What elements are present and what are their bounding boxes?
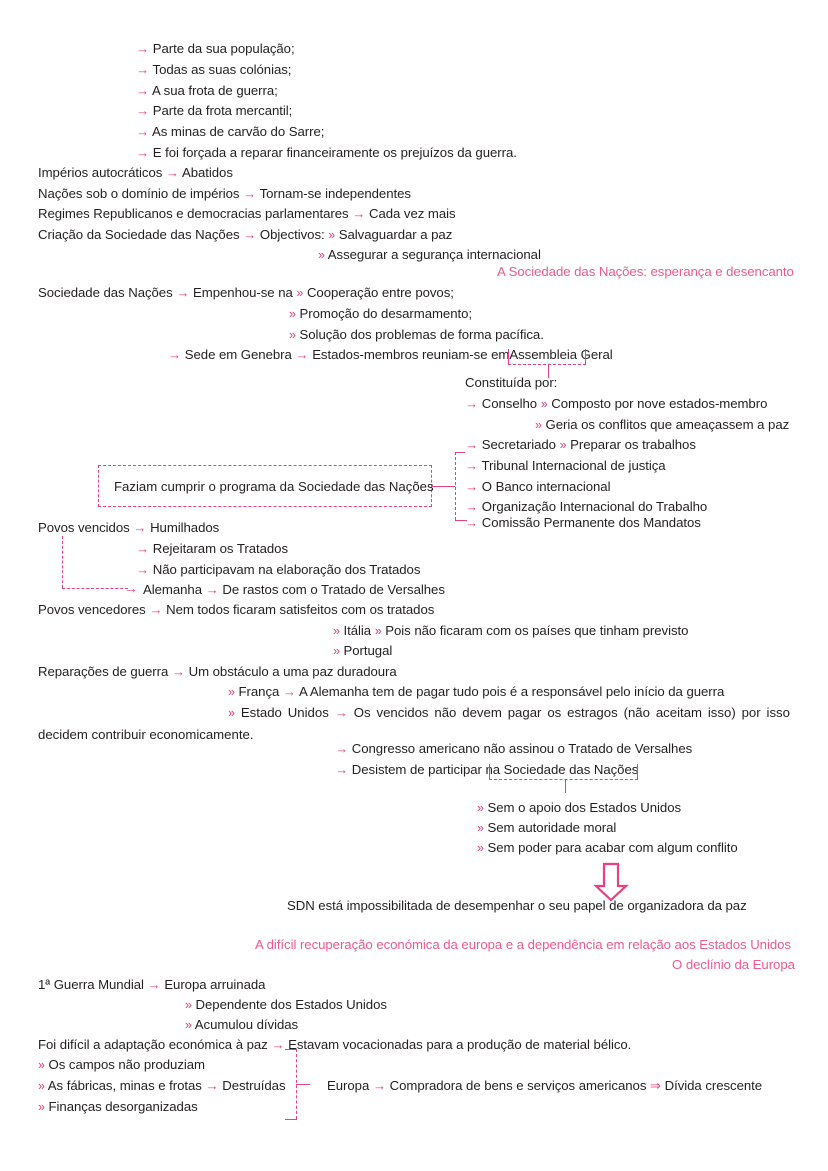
- list-item-label: E foi forçada a reparar financeiramente os prejuízos da guerra.: [152, 145, 517, 160]
- war-item: [185, 1016, 298, 1034]
- france-name: França: [238, 684, 280, 699]
- reparations-usa-paragraph: [38, 702, 790, 745]
- problem-item: [38, 1098, 198, 1116]
- problem-tail: Destruídas: [222, 1078, 286, 1093]
- withdrawal-result-label: Sem o apoio dos Estados Unidos: [487, 800, 682, 815]
- list-item-label: Parte da frota mercantil;: [152, 103, 293, 118]
- page-title-recovery: A difícil recuperação económica da europa e a dependência em relação aos Estados Unidos: [255, 937, 791, 952]
- arrow-right-icon: →: [465, 458, 479, 473]
- usa-withdrawal-item: [335, 761, 638, 778]
- adaptation-lead: Foi difícil a adaptação económica à paz: [38, 1037, 268, 1052]
- sdn-commit-item: Solução dos problemas de forma pacífica.: [299, 327, 544, 342]
- guillemet-icon: »: [185, 998, 192, 1012]
- arrow-right-icon: →: [133, 520, 147, 535]
- callout-box-label: Faziam cumprir o programa da Sociedade das Nações: [114, 479, 434, 494]
- sdn-seat-part-1: Sede em Genebra: [184, 347, 292, 362]
- arrow-right-icon: →: [165, 165, 180, 180]
- war-item-label: Dependente dos Estados Unidos: [195, 997, 387, 1012]
- europe-outcome-row: [327, 1077, 762, 1094]
- guillemet-icon: »: [540, 397, 548, 411]
- page-title-decline: O declínio da Europa: [672, 957, 795, 972]
- withdrawal-bracket-horizontal: [489, 779, 638, 780]
- sdn-organ-name: Secretariado: [481, 437, 556, 452]
- page-title-sdn: A Sociedade das Nações: esperança e desencanto: [497, 264, 794, 279]
- arrow-right-icon: →: [372, 1078, 386, 1093]
- arrow-right-icon: →: [136, 83, 150, 98]
- arrow-right-double-icon: ⇒: [650, 1078, 661, 1093]
- victors-tail: Nem todos ficaram satisfeitos com os tratados: [166, 602, 435, 617]
- victors-lead: Povos vencedores: [38, 602, 146, 617]
- guillemet-icon: »: [185, 1018, 192, 1032]
- list-item: [136, 61, 291, 78]
- arrow-right-icon: →: [295, 347, 309, 362]
- guillemet-icon: »: [374, 624, 382, 638]
- guillemet-icon: »: [318, 248, 325, 262]
- guillemet-icon: »: [296, 286, 304, 300]
- sdn-structure-label: Constituída por:: [465, 375, 558, 390]
- callout-box-connector: [432, 486, 442, 487]
- reparations-row: [38, 663, 397, 680]
- sdn-organ-name: O Banco internacional: [481, 479, 611, 494]
- sdn-organ-row: [465, 457, 666, 474]
- sdn-organ-row: [465, 498, 707, 515]
- sdn-objective-row: [318, 246, 541, 264]
- sdn-objective-2: Assegurar a segurança internacional: [327, 247, 541, 262]
- consequence-lead: Regimes Republicanos e democracias parlamentares: [38, 206, 349, 221]
- arrow-right-icon: →: [136, 103, 150, 118]
- bracket-horizontal: [508, 364, 586, 365]
- consequence-lead: Nações sob o domínio de impérios: [38, 186, 240, 201]
- europe-outcome-tail: Dívida crescente: [664, 1078, 763, 1093]
- war-tail: Europa arruinada: [164, 977, 266, 992]
- list-item-label: A sua frota de guerra;: [152, 83, 278, 98]
- adaptation-tail: Estavam vocacionadas para a produção de material bélico.: [288, 1037, 632, 1052]
- reparations-tail: Um obstáculo a uma paz duradoura: [188, 664, 397, 679]
- sdn-commitment-row: [289, 326, 544, 344]
- arrow-right-icon: →: [335, 762, 349, 777]
- consequence-tail: Abatidos: [181, 165, 233, 180]
- consequence-row: [38, 164, 233, 181]
- arrow-right-icon: →: [136, 124, 150, 139]
- arrow-right-icon: →: [335, 741, 349, 756]
- sdn-conclusion: SDN está impossibilitada de desempenhar o seu papel de organizadora da paz: [287, 898, 747, 913]
- sdn-organ-row: [465, 514, 701, 531]
- sdn-commit-lead: Sociedade das Nações: [38, 285, 173, 300]
- adaptation-row: [38, 1036, 631, 1053]
- victor-name: Portugal: [343, 643, 393, 658]
- arrow-right-icon: →: [271, 1037, 285, 1052]
- arrow-right-icon: →: [465, 499, 479, 514]
- germany-row: [143, 581, 445, 598]
- arrow-right-icon: →: [465, 479, 479, 494]
- list-item: [136, 82, 278, 99]
- list-item-label: Parte da sua população;: [152, 41, 295, 56]
- sdn-creation-mid: Objectivos:: [259, 227, 325, 242]
- guillemet-icon: »: [477, 801, 484, 815]
- defeated-connector-arrowhead: [124, 580, 138, 597]
- arrow-right-icon: →: [171, 664, 185, 679]
- withdrawal-bracket-right-tick: [637, 764, 638, 779]
- europe-outcome-lead: Europa: [327, 1078, 370, 1093]
- withdrawal-bracket-down-stem: [565, 779, 566, 793]
- arrow-right-icon: →: [465, 437, 479, 452]
- problem-item: [38, 1056, 205, 1074]
- arrow-right-icon: →: [124, 580, 138, 596]
- sdn-organ-row: [535, 416, 789, 434]
- sdn-commit-item: Cooperação entre povos;: [306, 285, 454, 300]
- arrow-right-icon: →: [136, 145, 150, 160]
- sdn-commitment-row: [289, 305, 472, 323]
- guillemet-icon: »: [38, 1058, 45, 1072]
- withdrawal-result: [477, 819, 616, 837]
- war-item-label: Acumulou dívidas: [194, 1017, 299, 1032]
- arrow-right-icon: →: [149, 602, 163, 617]
- bracket-right-tick: [585, 349, 586, 364]
- list-item: [136, 102, 292, 119]
- germany-detail: De rastos com o Tratado de Versalhes: [222, 582, 445, 597]
- sdn-organ-name: Tribunal Internacional de justiça: [481, 458, 666, 473]
- germany-name: Alemanha: [143, 582, 202, 597]
- consequence-row: [38, 205, 456, 222]
- withdrawal-result: [477, 799, 681, 817]
- guillemet-icon: »: [333, 624, 340, 638]
- defeated-item-label: Não participavam na elaboração dos Tratados: [152, 562, 421, 577]
- list-item: [136, 40, 295, 57]
- organ-bracket-bottom: [455, 520, 467, 521]
- problem-label: Os campos não produziam: [48, 1057, 205, 1072]
- defeated-row: [38, 519, 219, 536]
- withdrawal-result-label: Sem autoridade moral: [487, 820, 617, 835]
- france-detail: A Alemanha tem de pagar tudo pois é a responsável pelo início da guerra: [298, 684, 725, 699]
- guillemet-icon: »: [535, 418, 542, 432]
- europe-bracket-bottom: [285, 1119, 297, 1120]
- sdn-commit-mid: Empenhou-se na: [193, 285, 293, 300]
- defeated-connector-horizontal: [62, 588, 128, 589]
- defeated-lead: Povos vencidos: [38, 520, 130, 535]
- sdn-seat-part-3: Assembleia Geral: [509, 347, 613, 362]
- guillemet-icon: »: [289, 307, 296, 321]
- sdn-organ-row: [465, 395, 767, 413]
- list-item-label: Todas as suas colónias;: [152, 62, 292, 77]
- arrow-right-icon: →: [136, 541, 150, 556]
- guillemet-icon: »: [328, 228, 336, 242]
- guillemet-icon: »: [477, 841, 484, 855]
- sdn-seat-row: [168, 346, 613, 363]
- defeated-item: [136, 561, 420, 578]
- sdn-organ-detail: Geria os conflitos que ameaçassem a paz: [545, 417, 790, 432]
- bracket-left-tick: [508, 349, 509, 364]
- victor-name: Itália: [343, 623, 372, 638]
- victor-item: [333, 642, 392, 660]
- sdn-organ-name: Conselho: [481, 396, 538, 411]
- guillemet-icon: »: [38, 1079, 45, 1093]
- guillemet-icon: »: [228, 685, 235, 699]
- list-item-label: As minas de carvão do Sarre;: [152, 124, 325, 139]
- sdn-organ-name: Comissão Permanente dos Mandatos: [481, 515, 701, 530]
- victors-row: [38, 601, 434, 618]
- arrow-right-icon: →: [136, 562, 150, 577]
- war-row: [38, 976, 265, 993]
- victor-item: [333, 622, 688, 640]
- guillemet-icon: »: [38, 1100, 45, 1114]
- usa-name: Estado Unidos: [240, 705, 329, 720]
- arrow-right-icon: →: [465, 396, 479, 411]
- sdn-seat-part-2: Estados-membros reuniam-se em: [312, 347, 510, 362]
- sdn-organ-name: Organização Internacional do Trabalho: [481, 499, 708, 514]
- organ-bracket-stem: [440, 486, 455, 487]
- arrow-right-icon: →: [168, 347, 182, 362]
- guillemet-icon: »: [228, 706, 235, 720]
- sdn-creation-lead: Criação da Sociedade das Nações: [38, 227, 240, 242]
- sdn-organ-row: [465, 436, 696, 454]
- defeated-tail: Humilhados: [150, 520, 220, 535]
- list-item: [136, 144, 517, 161]
- guillemet-icon: »: [477, 821, 484, 835]
- organ-bracket-vertical: [455, 452, 456, 520]
- usa-withdrawal-item: [335, 740, 692, 757]
- sdn-organ-detail: Preparar os trabalhos: [570, 437, 696, 452]
- guillemet-icon: »: [289, 328, 296, 342]
- consequence-tail: Cada vez mais: [368, 206, 456, 221]
- defeated-item: [136, 540, 288, 557]
- guillemet-icon: »: [333, 644, 340, 658]
- arrow-right-icon: →: [282, 684, 297, 699]
- sdn-organ-row: [465, 478, 610, 495]
- consequence-row: [38, 185, 411, 202]
- problem-label: As fábricas, minas e frotas: [47, 1078, 202, 1093]
- arrow-down-block-icon: [592, 862, 630, 902]
- arrow-right-icon: →: [136, 62, 150, 77]
- arrow-right-icon: →: [176, 285, 190, 300]
- defeated-connector-vertical: [62, 536, 63, 588]
- sdn-commitment-row: [38, 284, 454, 302]
- arrow-right-icon: →: [243, 186, 257, 201]
- sdn-organ-detail: Composto por nove estados-membro: [551, 396, 768, 411]
- arrow-right-icon: →: [136, 41, 150, 56]
- war-lead: 1ª Guerra Mundial: [38, 977, 144, 992]
- victor-detail: Pois não ficaram com os países que tinham previsto: [385, 623, 689, 638]
- arrow-right-icon: →: [205, 582, 219, 597]
- organ-bracket-top: [455, 452, 465, 453]
- withdrawal-result-label: Sem poder para acabar com algum conflito: [487, 840, 738, 855]
- usa-withdrawal-highlight: Sociedade das Nações: [503, 762, 639, 777]
- withdrawal-result: [477, 839, 738, 857]
- withdrawal-bracket-left-tick: [489, 764, 490, 779]
- sdn-objective-1: Salvaguardar a paz: [338, 227, 453, 242]
- reparations-lead: Reparações de guerra: [38, 664, 169, 679]
- usa-withdrawal-label: Desistem de participar na: [351, 762, 504, 777]
- usa-detail: Os vencidos não devem pagar os estragos (não aceitam isso) por isso decidem contribuir economicamente.: [38, 705, 790, 742]
- europe-outcome-mid: Compradora de bens e serviços americanos: [389, 1078, 647, 1093]
- reparations-france-row: [228, 683, 724, 701]
- arrow-right-icon: →: [205, 1078, 219, 1093]
- guillemet-icon: »: [559, 438, 567, 452]
- consequence-tail: Tornam-se independentes: [259, 186, 411, 201]
- defeated-item-label: Rejeitaram os Tratados: [152, 541, 288, 556]
- problem-item: [38, 1077, 286, 1095]
- arrow-right-icon: →: [243, 227, 257, 242]
- usa-withdrawal-label: Congresso americano não assinou o Tratado de Versalhes: [351, 741, 693, 756]
- arrow-right-icon: →: [147, 977, 161, 992]
- sdn-creation-row: [38, 226, 452, 244]
- problem-label: Finanças desorganizadas: [48, 1099, 198, 1114]
- arrow-right-icon: →: [334, 705, 348, 720]
- consequence-lead: Impérios autocráticos: [38, 165, 163, 180]
- arrow-right-icon: →: [465, 515, 479, 530]
- war-item: [185, 996, 387, 1014]
- arrow-right-icon: →: [352, 206, 366, 221]
- sdn-commit-item: Promoção do desarmamento;: [299, 306, 473, 321]
- europe-bracket-stem: [296, 1084, 310, 1085]
- list-item: [136, 123, 324, 140]
